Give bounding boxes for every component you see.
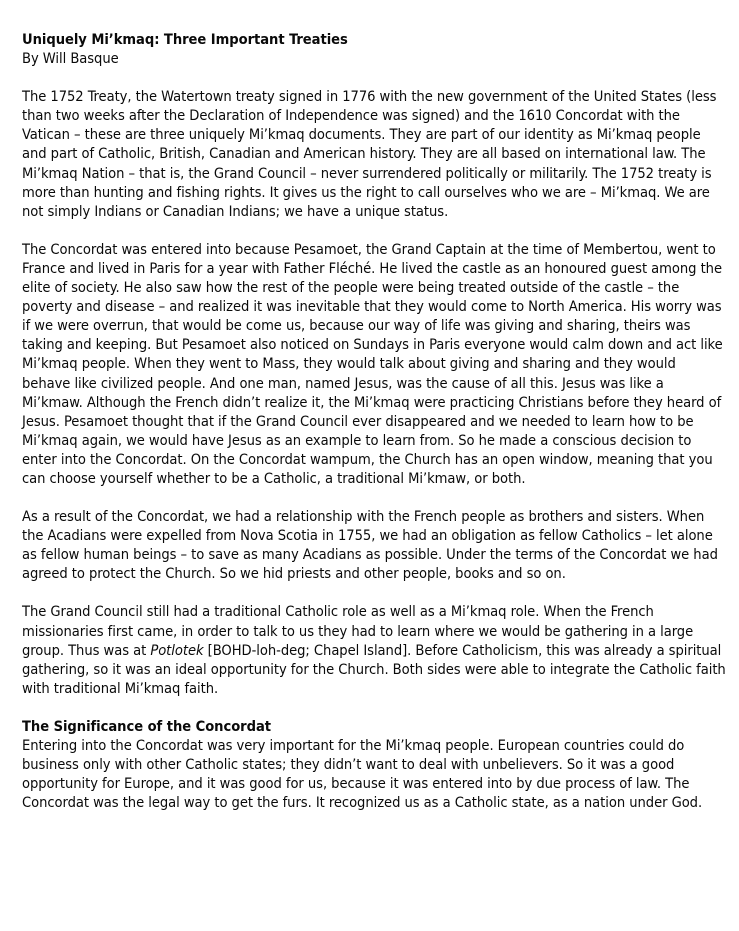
document-title: Uniquely Mi’kmaq: Three Important Treaties bbox=[22, 31, 348, 48]
paragraph-text: [BOHD-loh-deg; Chapel Island]. Before Catholicism, this was already a spiritual gathering, so it was an ideal opportunity for the Church. Both sides were able to integrate the Catholic faith with traditional Mi’kmaq faith. bbox=[22, 641, 726, 697]
document-page bbox=[22, 30, 727, 831]
paragraph-grand-council bbox=[22, 602, 727, 697]
paragraph-treaties-overview: The 1752 Treaty, the Watertown treaty signed in 1776 with the new government of the United States (less than two weeks after the Declaration of Independence was signed) and the 1610 Concordat with the Vatican – these are three uniquely Mi’kmaq documents. They are part of our identity as Mi’kmaq people and part of Catholic, British, Canadian and American history. They are all based on international law. The Mi’kmaq Nation – that is, the Grand Council – never surrendered politically or militarily. The 1752 treaty is more than hunting and fishing rights. It gives us the right to call ourselves who we are – Mi’kmaq. We are not simply Indians or Canadian Indians; we have a unique status. bbox=[22, 88, 717, 220]
paragraph-concordat-significance: Entering into the Concordat was very important for the Mi’kmaq people. European countries could do business only with other Catholic states; they didn’t want to deal with unbelievers. So it was a good opportunity for Europe, and it was good for us, because it was entered into by due process of law. The Concordat was the legal way to get the furs. It recognized us as a Catholic state, as a nation under God. bbox=[22, 737, 703, 812]
paragraph-acadians: As a result of the Concordat, we had a relationship with the French people as brothers and sisters. When the Acadians were expelled from Nova Scotia in 1755, we had an obligation as fellow Catholics – let alone as fellow human beings – to save as many Acadians as possible. Under the terms of the Concordat we had agreed to protect the Church. So we hid priests and other people, books and so on. bbox=[22, 508, 718, 583]
paragraph-text: The Grand Council still had a traditional Catholic role as well as a Mi’kmaq role. When the French missionaries first came, in order to talk to us they had to learn where we would be gathering in a large group. Thus was at bbox=[22, 603, 694, 659]
author-byline: By Will Basque bbox=[22, 50, 119, 68]
place-name-italic: Potlotek bbox=[150, 641, 204, 659]
section-heading: The Significance of the Concordat bbox=[22, 717, 271, 735]
paragraph-concordat-origin: The Concordat was entered into because Pesamoet, the Grand Captain at the time of Membertou, went to France and lived in Paris for a year with Father Fléché. He lived the castle as an honoured guest among the elite of society. He also saw how the rest of the people were being treated outside of the castle – the poverty and disease – and realized it was inevitable that they would come to North America. His worry was if we were overrun, that would be come us, because our way of life was giving and sharing, theirs was taking and keeping. But Pesamoet also noticed on Sundays in Paris everyone would calm down and act like Mi’kmaq people. When they went to Mass, they would talk about giving and sharing and they would behave like civilized people. And one man, named Jesus, was the cause of all this. Jesus was like a Mi’kmaw. Although the French didn’t realize it, the Mi’kmaq were practicing Christians before they heard of Jesus. Pesamoet thought that if the Grand Council ever disappeared and we needed to learn how to be Mi’kmaq again, we would have Jesus as an example to learn from. So he made a conscious decision to enter into the Concordat. On the Concordat wampum, the Church has an open window, meaning that you can choose yourself whether to be a Catholic, a traditional Mi’kmaw, or both. bbox=[22, 240, 723, 487]
